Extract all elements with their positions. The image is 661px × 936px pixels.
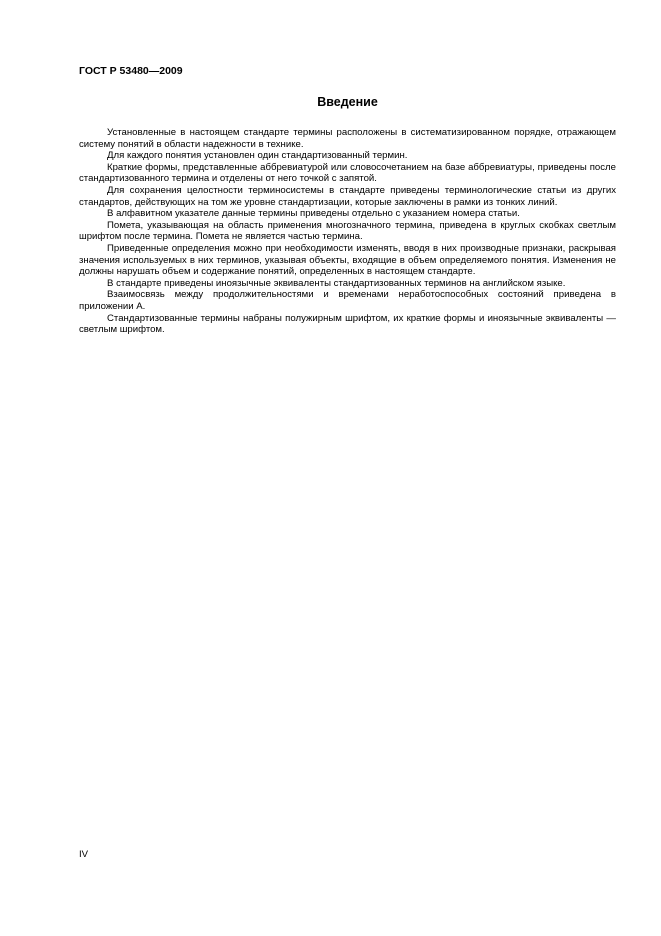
section-title: Введение	[317, 95, 378, 109]
paragraph: Установленные в настоящем стандарте термины расположены в систематизированном порядке, отражающем систему понятий в области надежности в технике.	[79, 127, 616, 150]
document-code: ГОСТ Р 53480—2009	[79, 65, 183, 77]
paragraph: Краткие формы, представленные аббревиатурой или словосочетанием на базе аббревиатуры, приведены после стандартизованного термина и отделены от него точкой с запятой.	[79, 161, 616, 185]
paragraph: Взаимосвязь между продолжительностями и временами неработоспособных состояний приведена в приложении А.	[79, 289, 616, 312]
paragraph: Для сохранения целостности терминосистемы в стандарте приведены терминологические статьи из других стандартов, действующих на том же уровне стандартизации, которые заключены в рамки из тонких линий.	[79, 184, 616, 208]
paragraph: Стандартизованные термины набраны полужирным шрифтом, их краткие формы и иноязычные эквиваленты — светлым шрифтом.	[79, 312, 616, 336]
paragraph: Для каждого понятия установлен один стандартизованный термин.	[107, 150, 408, 162]
page-number: IV	[79, 849, 89, 860]
paragraph: В стандарте приведены иноязычные эквиваленты стандартизованных терминов на английском языке.	[107, 277, 566, 289]
body-text	[79, 127, 616, 336]
paragraph: Помета, указывающая на область применения многозначного термина, приведена в круглых скобках светлым шрифтом после термина. Помета не является частью термина.	[79, 219, 616, 243]
paragraph: В алфавитном указателе данные термины приведены отдельно с указанием номера статьи.	[107, 208, 520, 220]
paragraph: Приведенные определения можно при необходимости изменять, вводя в них производные признаки, раскрывая значения используемых в них терминов, указывая объекты, входящие в объем определяемого понятия. Изменения не должны нарушать объем и содержание понятий, определенных в настоящем стандарте.	[79, 242, 616, 278]
